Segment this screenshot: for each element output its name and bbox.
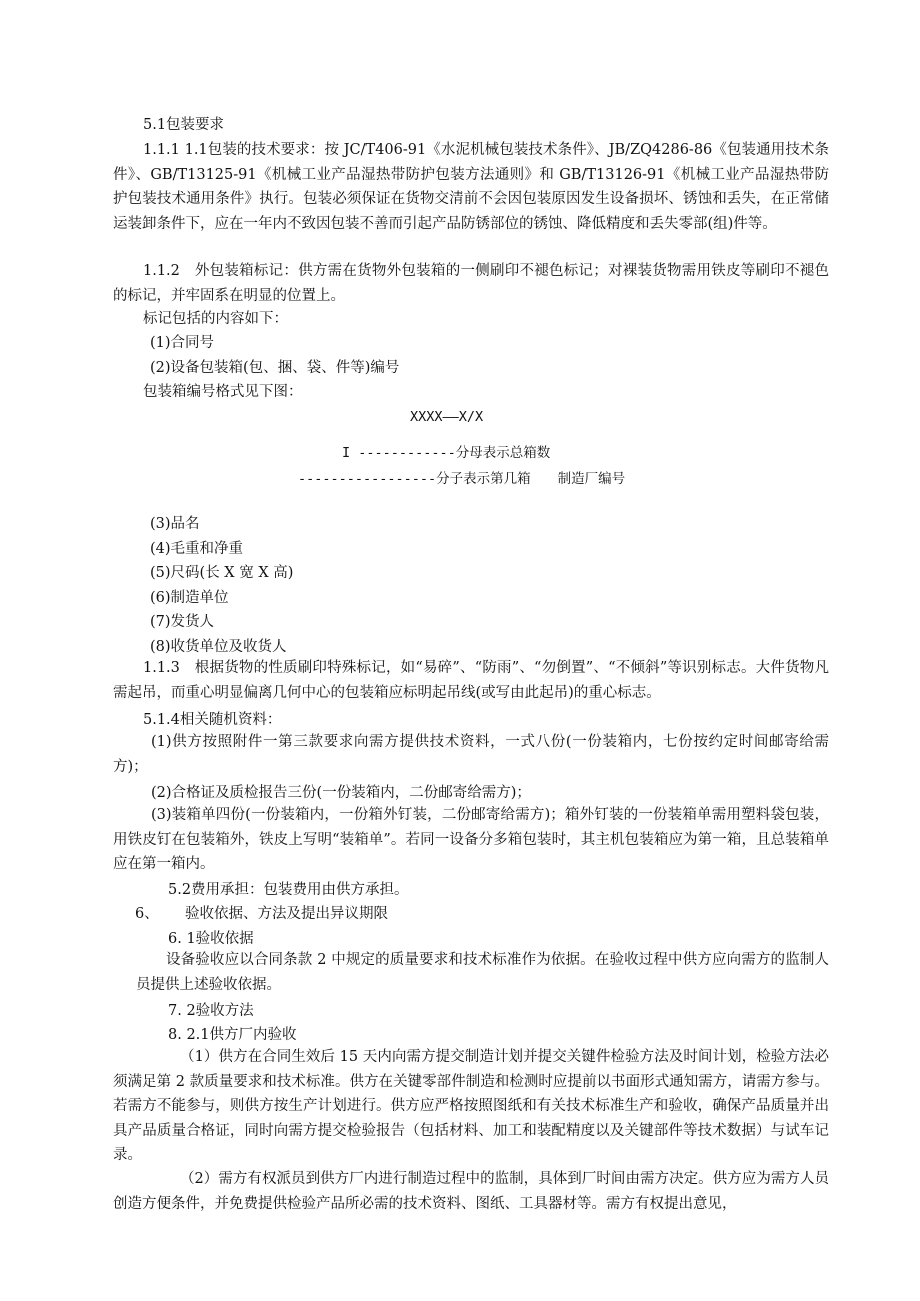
section-5-1-4-heading: 5.1.4相关随机资料： xyxy=(143,712,282,728)
paragraph-6-1: 设备验收应以合同条款 2 中规定的质量要求和技术标准作为依据。在验收过程中供方应向需方的监制人员提供上述验收依据。 xyxy=(136,952,829,993)
box-number-legend-1: I ------------分母表示总箱数 xyxy=(342,445,551,461)
mark-intro: 标记包括的内容如下： xyxy=(143,311,288,327)
section-6-number: 6、 xyxy=(135,906,159,922)
box-number-code: XXXX——X/X xyxy=(410,409,484,425)
docs-item-1: (1)供方按照附件一第三款要求向需方提供技术资料，一式八份(一份装箱内，七份按约定时间邮寄给需方)； xyxy=(113,734,829,775)
mark-item-1: (1)合同号 xyxy=(150,335,215,351)
paragraph-1-1-1: 1.1.1 1.1包装的技术要求：按 JC/T406-91《水泥机械包装技术条件》、JB/ZQ4286-86《包装通用技术条件》、GB/T13125-91《机械工业产品湿热带防护包装方法通则》和 GB/T13126-91《机械工业产品湿热带防护包装技术通用条件》执行。包装必须保证在货物交清前不会因包装原因发生设备损坏、锈蚀和丢失，在正常储运装卸条件下，应在一年内不致因包装不善而引起产品防锈部位的锈蚀、降低精度和丢失零部(组)件等。 xyxy=(113,142,829,232)
acceptance-item-1: （1）供方在合同生效后 15 天内向需方提交制造计划并提交关键件检验方法及时间计划，检验方法必须满足第 2 款质量要求和技术标准。供方在关键零部件制造和检测时应提前以书面形式通知需方，请需方参与。若需方不能参与，则供方按生产计划进行。供方应严格按照图纸和有关技术标准生产和验收，确保产品质量并出具产品质量合格证，同时向需方提交检验报告（包括材料、加工和装配精度以及关键部件等技术数据）与试车记录。 xyxy=(113,1049,829,1164)
box-number-legend-2: -----------------分子表示第几箱 制造厂编号 xyxy=(298,471,626,487)
section-5-1-heading: 5.1包装要求 xyxy=(143,117,225,133)
mark-item-5: (5)尺码(长 X 宽 X 高) xyxy=(150,565,294,581)
mark-item-7: (7)发货人 xyxy=(150,614,215,630)
mark-item-2: (2)设备包装箱(包、捆、袋、件等)编号 xyxy=(150,360,400,376)
paragraph-1-1-3: 1.1.3 根据货物的性质刷印特殊标记，如“易碎”、“防雨”、“勿倒置”、“不倾斜”等识别标志。大件货物凡需起吊，而重心明显偏离几何中心的包装箱应标明起吊线(或写由此起吊)的重心标志。 xyxy=(113,660,829,701)
section-6-1-heading: 6. 1验收依据 xyxy=(168,931,254,947)
section-5-2: 5.2费用承担：包装费用由供方承担。 xyxy=(168,882,409,898)
mark-item-3: (3)品名 xyxy=(150,516,200,532)
acceptance-item-2: （2）需方有权派员到供方厂内进行制造过程中的监制，具体到厂时间由需方决定。供方应为需方人员创造方便条件，并免费提供检验产品所必需的技术资料、图纸、工具器材等。需方有权提出意见， xyxy=(113,1171,829,1212)
paragraph-1-1-2: 1.1.2 外包装箱标记：供方需在货物外包装箱的一侧刷印不褪色标记；对裸装货物需用铁皮等刷印不褪色的标记，并牢固系在明显的位置上。 xyxy=(113,263,829,304)
mark-item-8: (8)收货单位及收货人 xyxy=(150,639,287,655)
box-format-intro: 包装箱编号格式见下图： xyxy=(143,384,303,400)
section-6-title: 验收依据、方法及提出异议期限 xyxy=(185,906,388,922)
docs-item-2: (2)合格证及质检报告三份(一份装箱内，二份邮寄给需方)； xyxy=(151,785,531,801)
mark-item-6: (6)制造单位 xyxy=(150,590,229,606)
section-8-2-1-heading: 8. 2.1供方厂内验收 xyxy=(168,1027,297,1043)
section-7-2-heading: 7. 2验收方法 xyxy=(168,1003,254,1019)
docs-item-3: (3)装箱单四份(一份装箱内，一份箱外钉装，二份邮寄给需方)；箱外钉装的一份装箱单需用塑料袋包装，用铁皮钉在包装箱外，铁皮上写明“装箱单”。若同一设备分多箱包装时，其主机包装箱应为第一箱，且总装箱单应在第一箱内。 xyxy=(113,807,829,873)
mark-item-4: (4)毛重和净重 xyxy=(150,541,244,557)
